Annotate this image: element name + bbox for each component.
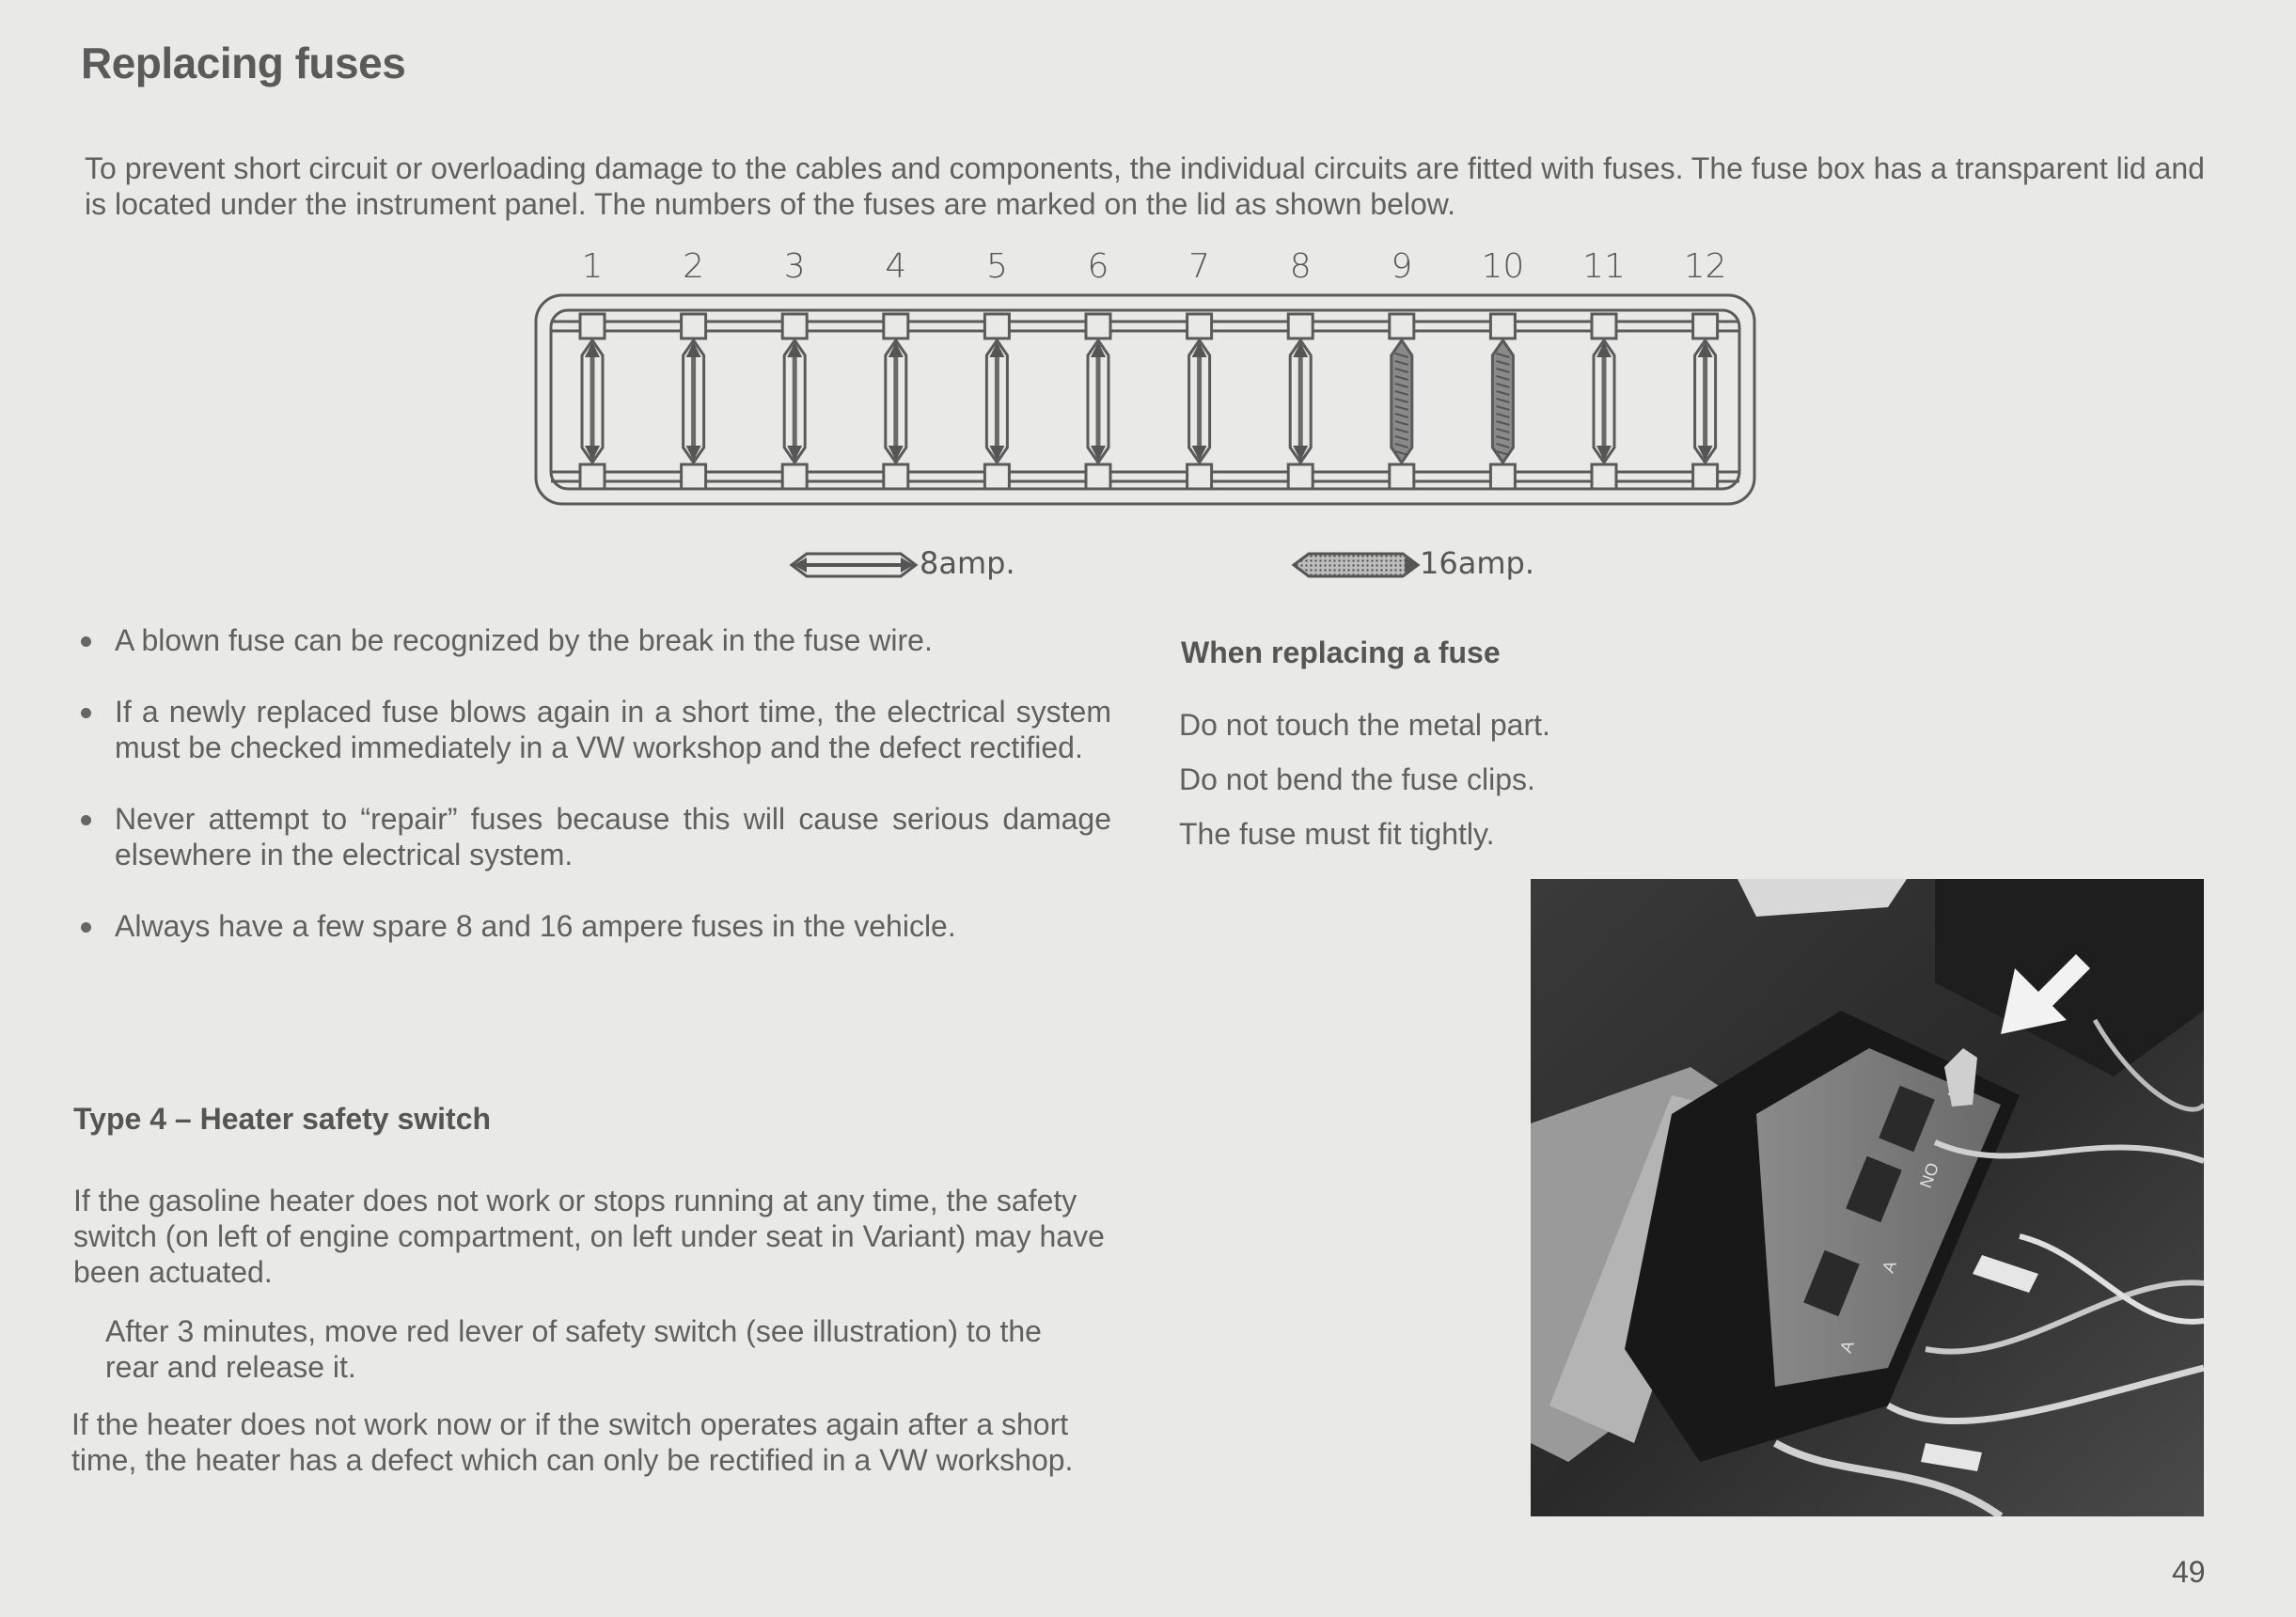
fuse-number-label: 5 bbox=[985, 247, 1008, 286]
fuse-terminal bbox=[580, 464, 605, 489]
legend-8amp-label: 8amp. bbox=[920, 545, 1015, 581]
fuse-tips-list bbox=[77, 622, 1111, 980]
fuse-terminal bbox=[1390, 314, 1414, 338]
list-item: Never attempt to “repair” fuses because this will cause serious damage elsewhere in the electrical system. bbox=[77, 801, 1111, 872]
fuse-box-inner-frame bbox=[551, 310, 1739, 489]
fuse-number-label: 4 bbox=[885, 247, 907, 286]
fuse-terminal bbox=[1288, 464, 1313, 489]
fuse-number-label: 12 bbox=[1683, 247, 1727, 286]
fuse-terminal bbox=[782, 464, 807, 489]
photo-label-a-1: A bbox=[1835, 1338, 1858, 1356]
fuse-terminal bbox=[1288, 314, 1313, 338]
photo-label-a-2: A bbox=[1878, 1258, 1900, 1276]
page-number: 49 bbox=[2172, 1555, 2206, 1589]
fuse-4 bbox=[884, 314, 908, 489]
bullet-icon bbox=[81, 636, 91, 647]
fuse-terminal bbox=[984, 314, 1009, 338]
fuse-1 bbox=[580, 314, 605, 489]
fuse-terminal bbox=[1187, 314, 1212, 338]
fuse-number-label: 10 bbox=[1481, 247, 1525, 286]
instruction-line: Do not bend the fuse clips. bbox=[1179, 762, 1535, 796]
fuse-terminal bbox=[782, 314, 807, 338]
fuse-terminal bbox=[1592, 464, 1616, 489]
fuse-terminal bbox=[682, 464, 706, 489]
legend-8amp-fuse-icon bbox=[788, 549, 920, 581]
fuse-8 bbox=[1288, 314, 1313, 489]
list-item: If a newly replaced fuse blows again in a short time, the electrical system must be checked immediately in a VW workshop and the defect rectified. bbox=[77, 694, 1111, 765]
fuse-terminal bbox=[984, 464, 1009, 489]
list-item: A blown fuse can be recognized by the break in the fuse wire. bbox=[77, 622, 1111, 658]
fuse-number-row bbox=[0, 247, 2296, 294]
heater-paragraph-3: If the heater does not work now or if the switch operates again after a short time, the heater has a defect which can only be rectified in a VW workshop. bbox=[71, 1407, 1074, 1477]
fuse-number-label: 11 bbox=[1582, 247, 1626, 286]
fuse-number-label: 6 bbox=[1087, 247, 1109, 286]
fuse-terminal bbox=[1592, 314, 1616, 338]
fuse-terminal bbox=[1693, 314, 1718, 338]
fuse-terminal bbox=[1086, 314, 1110, 338]
fuse-terminal bbox=[1390, 464, 1414, 489]
intro-paragraph: To prevent short circuit or overloading damage to the cables and components, the individual circuits are fitted with fuses. The fuse box has a transparent lid and is located under the instrument panel. The numbers of the fuses are marked on the lid as shown below. bbox=[85, 151, 2205, 221]
fuse-box-diagram bbox=[534, 293, 1756, 510]
legend-16amp-label: 16amp. bbox=[1420, 545, 1534, 581]
photo-label-no-2: NO bbox=[1915, 1160, 1942, 1191]
fuse-terminal bbox=[682, 314, 706, 338]
fuse-3 bbox=[782, 314, 807, 489]
fuse-terminal bbox=[1490, 464, 1515, 489]
fuse-10 bbox=[1490, 314, 1515, 489]
fuse-number-label: 7 bbox=[1188, 247, 1211, 286]
heater-paragraph-1: If the gasoline heater does not work or stops running at any time, the safety switch (on left of engine compartment, on left under seat in Variant) may have been actuated. bbox=[73, 1184, 1105, 1289]
fuse-6 bbox=[1086, 314, 1110, 489]
list-item: Always have a few spare 8 and 16 ampere fuses in the vehicle. bbox=[77, 908, 1111, 944]
fuse-number-label: 2 bbox=[683, 247, 705, 286]
fuse-terminal bbox=[1086, 464, 1110, 489]
fuse-number-label: 8 bbox=[1289, 247, 1312, 286]
bullet-icon bbox=[81, 708, 91, 718]
fuse-7 bbox=[1187, 314, 1212, 489]
fuse-terminal bbox=[1187, 464, 1212, 489]
bullet-icon bbox=[81, 922, 91, 933]
fuse-number-label: 9 bbox=[1391, 247, 1413, 286]
fuse-11 bbox=[1592, 314, 1616, 489]
replacing-fuse-heading: When replacing a fuse bbox=[1181, 636, 1501, 669]
fuse-terminal bbox=[884, 464, 908, 489]
fuse-9 bbox=[1390, 314, 1414, 489]
fuse-5 bbox=[984, 314, 1009, 489]
heater-safety-switch-photo bbox=[1531, 879, 2204, 1516]
heater-paragraph-2: After 3 minutes, move red lever of safety switch (see illustration) to the rear and release it. bbox=[105, 1314, 1042, 1384]
fuse-terminal bbox=[1490, 314, 1515, 338]
fuse-terminal bbox=[580, 314, 605, 338]
legend-16amp-fuse-icon bbox=[1290, 549, 1422, 581]
instruction-line: The fuse must fit tightly. bbox=[1179, 817, 1495, 851]
fuse-2 bbox=[682, 314, 706, 489]
fuse-terminal bbox=[1693, 464, 1718, 489]
heater-section-heading: Type 4 – Heater safety switch bbox=[73, 1102, 492, 1136]
replacing-fuse-instructions bbox=[1179, 707, 1550, 871]
fuse-number-label: 1 bbox=[581, 247, 604, 286]
fuse-12 bbox=[1693, 314, 1718, 489]
page-title: Replacing fuses bbox=[81, 39, 406, 87]
instruction-line: Do not touch the metal part. bbox=[1179, 708, 1550, 742]
fuse-number-label: 3 bbox=[783, 247, 806, 286]
fuse-terminal bbox=[884, 314, 908, 338]
bullet-icon bbox=[81, 815, 91, 825]
